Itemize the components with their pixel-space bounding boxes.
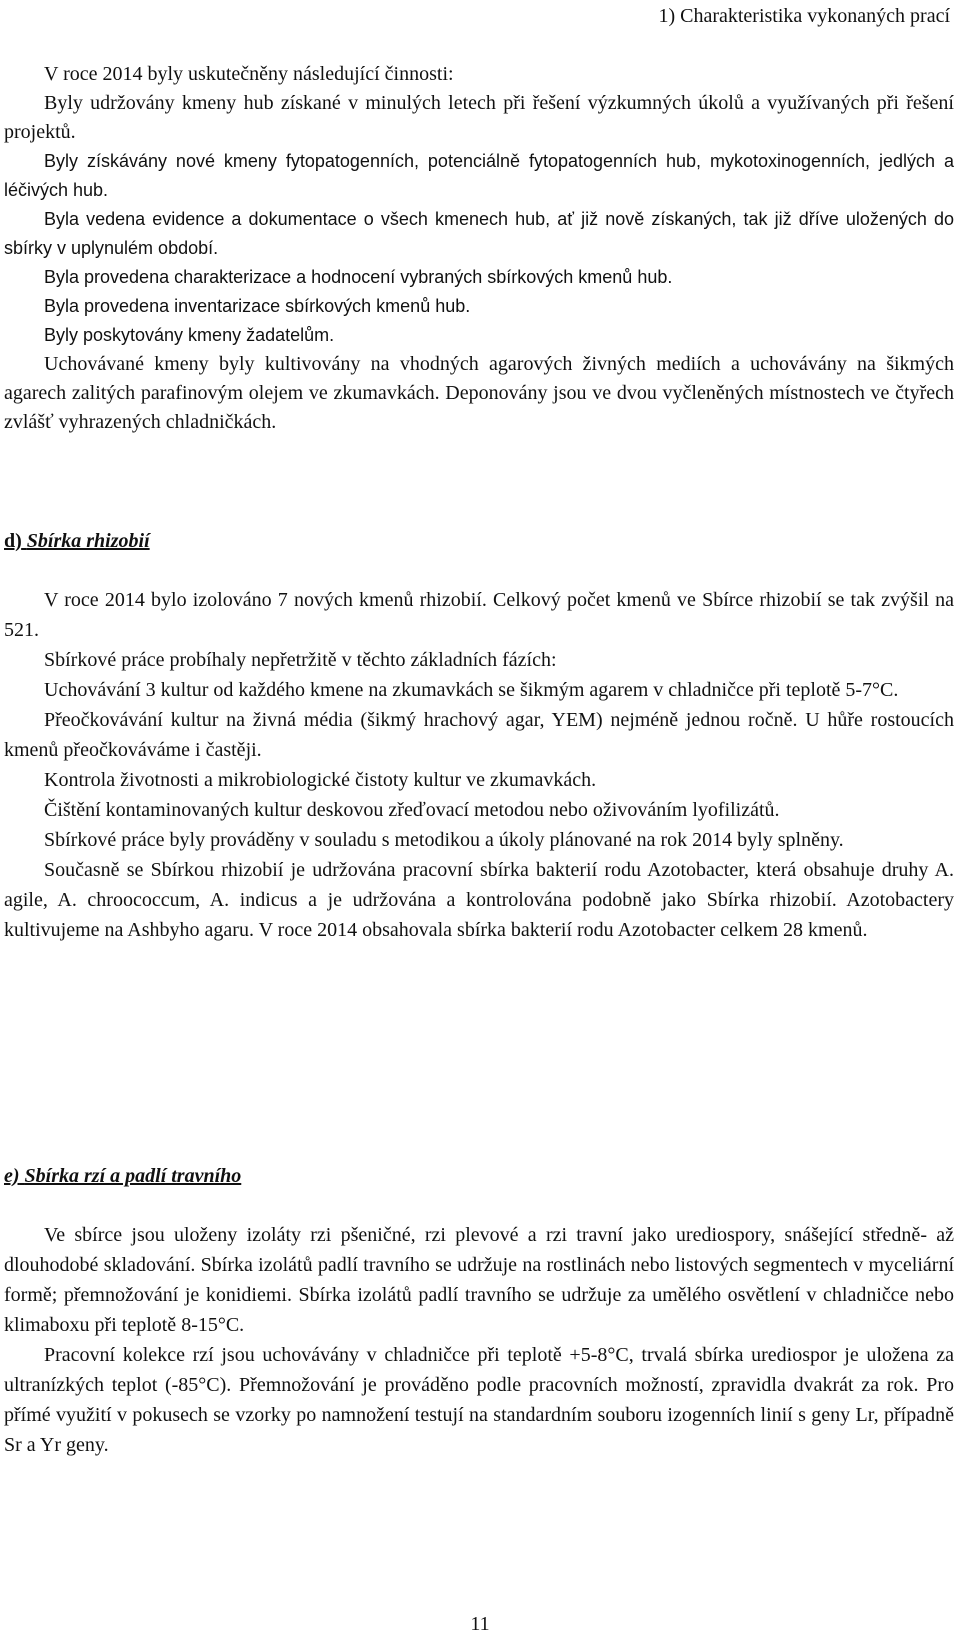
page-header: 1) Charakteristika vykonaných prací [658,5,950,27]
section-e-letter: e) [4,1165,20,1187]
section-d-paragraph: Kontrola životnosti a mikrobiologické čistoty kultur ve zkumavkách. [44,769,597,791]
section-d-paragraph: Sbírkové práce probíhaly nepřetržitě v těchto základních fázích: [44,649,557,671]
section-e-paragraph: Pracovní kolekce rzí jsou uchovávány v chladničce při teplotě +5-8°C, trvalá sbírka urediospor je uložena za ultranízkých teplot (-85°C). Přemnožování je prováděno podle pracovních možností, zpravidla dvakrát za rok. Pro přímé využití v pokusech se vzorky po namnožení testují na standardním souboru izogenních linií s geny Lr, případně Sr a Yr geny. [4,1344,954,1456]
section-d-paragraph: Čištění kontaminovaných kultur deskovou zřeďovací metodou nebo oživováním lyofilizátů. [44,799,780,821]
section-e-heading [4,1165,241,1188]
section-d-body [4,585,954,945]
section-d-paragraph: Uchovávání 3 kultur od každého kmene na zkumavkách se šikmým agarem v chladničce při teplotě 5-7°C. [44,679,899,701]
section-d-paragraph: V roce 2014 bylo izolováno 7 nových kmenů rhizobií. Celkový počet kmenů ve Sbírce rhizobií se tak zvýšil na 521. [4,589,954,641]
intro-section [4,60,954,437]
section-e-body [4,1220,954,1460]
section-e-title: Sbírka rzí a padlí travního [24,1165,242,1187]
intro-paragraph: Byly získávány nové kmeny fytopatogenních, potenciálně fytopatogenních hub, mykotoxinogenních, jedlých a léčivých hub. [4,151,954,200]
intro-paragraph: Byly poskytovány kmeny žadatelům. [44,325,335,345]
intro-paragraph: Byly udržovány kmeny hub získané v minulých letech při řešení výzkumných úkolů a využívaných při řešení projektů. [4,92,954,143]
intro-paragraph: V roce 2014 byly uskutečněny následující činnosti: [44,63,454,85]
intro-paragraph: Byla provedena inventarizace sbírkových kmenů hub. [44,296,471,316]
section-d-letter: d) [4,530,22,552]
intro-paragraph: Byla vedena evidence a dokumentace o všech kmenech hub, ať již nově získaných, tak již dříve uložených do sbírky v uplynulém období. [4,209,954,258]
section-d-heading [4,530,150,553]
page-number: 11 [470,1613,490,1635]
section-e-paragraph: Ve sbírce jsou uloženy izoláty rzi pšeničné, rzi plevové a rzi travní jako urediospory, snášející středně- až dlouhodobé skladování. Sbírka izolátů padlí travního se udržuje na rostlinách nebo listových segmentech v myceliární formě; přemnožování je konidiemi. Sbírka izolátů padlí travního se udržuje za umělého osvětlení v chladničce nebo klimaboxu při teplotě 8-15°C. [4,1224,954,1336]
section-d-paragraph: Současně se Sbírkou rhizobií je udržována pracovní sbírka bakterií rodu Azotobacter, která obsahuje druhy A. agile, A. chroococcum, A. indicus a je udržována a kontrolována podobně jako Sbírka rhizobií. Azotobactery kultivujeme na Ashbyho agaru. V roce 2014 obsahovala sbírka bakterií rodu Azotobacter celkem 28 kmenů. [4,859,954,941]
section-d-paragraph: Sbírkové práce byly prováděny v souladu s metodikou a úkoly plánované na rok 2014 byly splněny. [44,829,844,851]
intro-paragraph: Uchovávané kmeny byly kultivovány na vhodných agarových živných mediích a uchovávány na šikmých agarech zalitých parafinovým olejem ve zkumavkách. Deponovány jsou ve dvou vyčleněných místnostech ve čtyřech zvlášť vyhrazených chladničkách. [4,353,954,433]
section-d-paragraph: Přeočkovávání kultur na živná média (šikmý hrachový agar, YEM) nejméně jednou ročně. U hůře rostoucích kmenů přeočkováváme i častěji. [4,709,954,761]
section-d-title: Sbírka rhizobií [26,530,150,552]
intro-paragraph: Byla provedena charakterizace a hodnocení vybraných sbírkových kmenů hub. [44,267,673,287]
